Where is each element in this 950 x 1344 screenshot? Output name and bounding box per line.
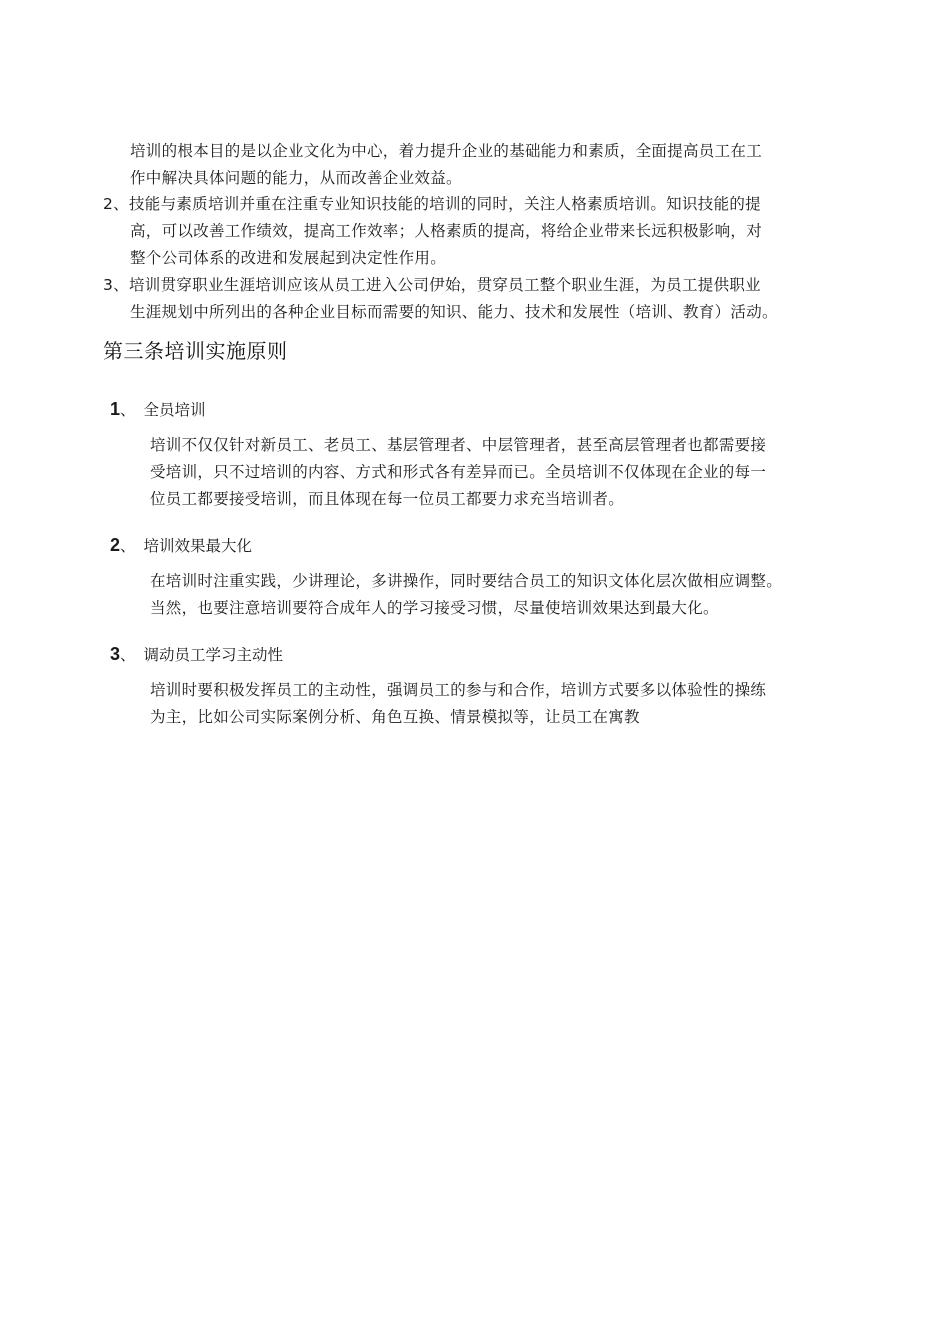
principle-separator: 、 bbox=[120, 537, 136, 555]
intro-paragraph bbox=[130, 138, 762, 192]
list-item-separator: 、 bbox=[113, 276, 129, 294]
list-item-number: 2 bbox=[103, 195, 114, 213]
principle-line: 在培训时注重实践，少讲理论，多讲操作，同时要结合员工的知识文体化层次做相应调整。 bbox=[150, 572, 783, 590]
list-item-line: 高，可以改善工作绩效，提高工作效率；人格素质的提高，将给企业带来长远积极影响，对 bbox=[130, 222, 763, 240]
list-item-separator: 、 bbox=[113, 195, 129, 213]
list-item-2 bbox=[103, 191, 762, 272]
principle-heading-2 bbox=[110, 532, 252, 559]
principle-line: 培训时要积极发挥员工的主动性，强调员工的参与和合作，培训方式要多以体验性的操练 bbox=[150, 681, 767, 699]
principle-line: 培训不仅仅针对新员工、老员工、基层管理者、中层管理者，甚至高层管理者也都需要接 bbox=[150, 436, 767, 454]
principle-body-1 bbox=[150, 432, 766, 513]
list-item-text: 培训贯穿职业生涯培训应该从员工进入公司伊始，贯穿员工整个职业生涯，为员工提供职业 bbox=[128, 276, 761, 294]
list-item-line bbox=[103, 191, 762, 218]
principle-heading-1 bbox=[110, 396, 206, 423]
principle-separator: 、 bbox=[120, 401, 136, 419]
list-item-text: 技能与素质培训并重在注重专业知识技能的培训的同时，关注人格素质培训。知识技能的提 bbox=[128, 195, 761, 213]
principle-line: 为主，比如公司实际案例分析、角色互换、情景模拟等，让员工在寓教 bbox=[150, 708, 640, 726]
list-item-3 bbox=[103, 272, 778, 326]
principle-title: 全员培训 bbox=[143, 401, 206, 419]
principle-line: 受培训，只不过培训的内容、方式和形式各有差异而已。全员培训不仅体现在企业的每一 bbox=[150, 463, 767, 481]
principle-separator: 、 bbox=[120, 646, 136, 664]
article-title: 第三条培训实施原则 bbox=[103, 339, 288, 363]
principle-body-3 bbox=[150, 677, 766, 731]
list-item-line: 整个公司体系的改进和发展起到决定性作用。 bbox=[130, 249, 447, 267]
list-item-number: 3 bbox=[103, 276, 114, 294]
principle-body-2 bbox=[150, 568, 782, 622]
list-item-line: 生涯规划中所列出的各种企业目标而需要的知识、能力、技术和发展性（培训、教育）活动。 bbox=[130, 303, 778, 321]
principle-number: 2 bbox=[110, 535, 121, 555]
list-item-line bbox=[103, 272, 778, 299]
principle-line: 当然，也要注意培训要符合成年人的学习接受习惯，尽量使培训效果达到最大化。 bbox=[150, 599, 719, 617]
principle-number: 3 bbox=[110, 644, 121, 664]
principle-line: 位员工都要接受培训，而且体现在每一位员工都要力求充当培训者。 bbox=[150, 490, 625, 508]
intro-line: 培训的根本目的是以企业文化为中心，着力提升企业的基础能力和素质，全面提高员工在工 bbox=[130, 142, 763, 160]
principle-heading-3 bbox=[110, 641, 283, 668]
intro-line: 作中解决具体问题的能力，从而改善企业效益。 bbox=[130, 169, 462, 187]
principle-title: 调动员工学习主动性 bbox=[143, 646, 284, 664]
principle-number: 1 bbox=[110, 399, 121, 419]
principle-title: 培训效果最大化 bbox=[143, 537, 253, 555]
